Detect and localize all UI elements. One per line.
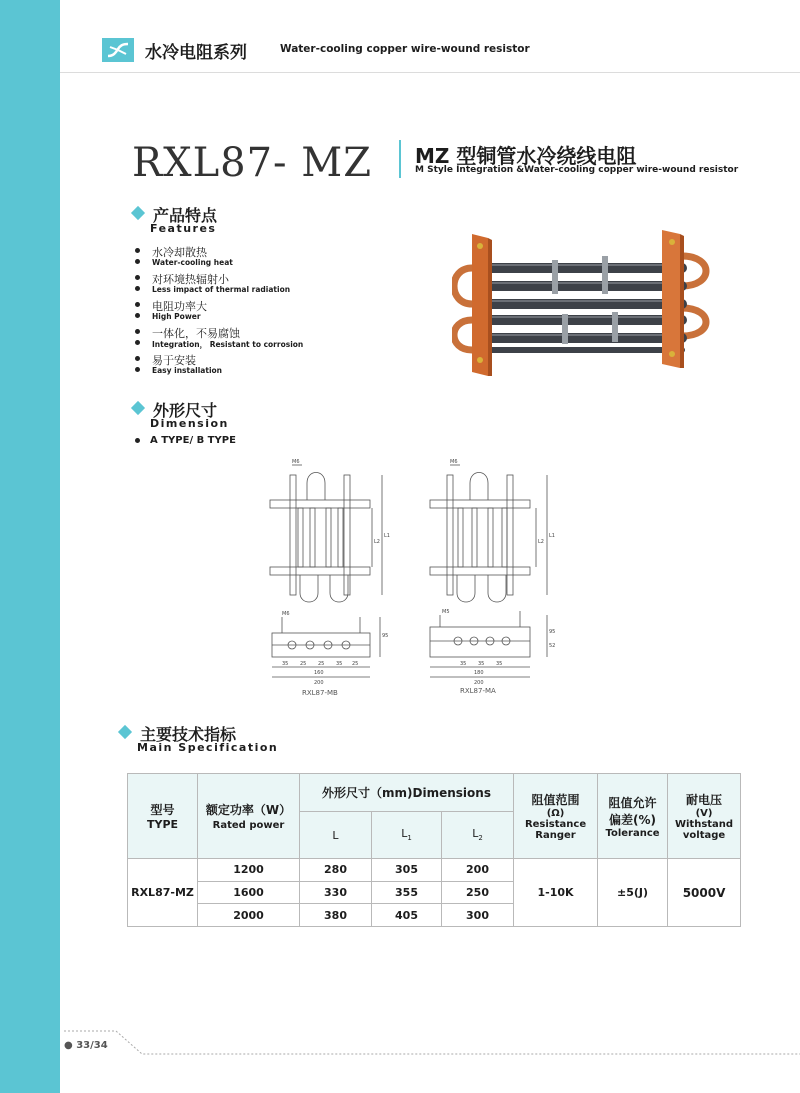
bullet-icon bbox=[135, 275, 140, 280]
cell-tolerance: ±5(J) bbox=[598, 859, 668, 927]
dim-label: M6 bbox=[282, 611, 290, 617]
dim-label: 25 bbox=[318, 661, 325, 667]
dim-label: L2 bbox=[538, 539, 544, 545]
header-type bbox=[128, 774, 198, 859]
diamond-bullet-icon bbox=[118, 725, 132, 739]
dimension-title-en: Dimension bbox=[150, 417, 229, 430]
header-L1-text: L bbox=[401, 827, 408, 841]
dim-label: M6 bbox=[292, 459, 300, 465]
diamond-bullet-icon bbox=[131, 401, 145, 415]
bullet-icon bbox=[135, 367, 140, 372]
cell-resistance: 1-10K bbox=[514, 859, 598, 927]
dim-label: 180 bbox=[474, 670, 484, 676]
type-label-text: A TYPE/ B TYPE bbox=[150, 435, 236, 446]
bullet-icon bbox=[135, 438, 140, 443]
brand-logo-icon bbox=[102, 38, 134, 62]
header-L1-sub: 1 bbox=[407, 834, 412, 843]
cell-power: 1600 bbox=[198, 881, 300, 904]
drawing-caption-ma: RXL87-MA bbox=[460, 687, 496, 695]
product-model-title: RXL87- MZ bbox=[132, 140, 373, 186]
cell-L1: 305 bbox=[372, 859, 442, 882]
header-dimensions-text: 外形尺寸（mm)Dimensions bbox=[322, 786, 491, 800]
cell-L2: 300 bbox=[442, 904, 514, 927]
header-L2-sub: 2 bbox=[478, 834, 483, 843]
feature-en: Less impact of thermal radiation bbox=[152, 285, 291, 294]
bullet-icon bbox=[135, 248, 140, 253]
header-L2 bbox=[442, 812, 514, 859]
series-title-en: Water-cooling copper wire-wound resistor bbox=[280, 43, 530, 55]
cell-L2: 200 bbox=[442, 859, 514, 882]
header-power-en: Rated power bbox=[212, 820, 285, 831]
header-L2-text: L bbox=[472, 827, 479, 841]
dim-label: 160 bbox=[314, 670, 324, 676]
dim-label: 52 bbox=[549, 643, 556, 649]
cell-L: 280 bbox=[300, 859, 372, 882]
dim-label: 35 bbox=[478, 661, 485, 667]
bullet-icon bbox=[135, 302, 140, 307]
header-voltage bbox=[668, 774, 741, 859]
header-voltage-cn: 耐电压 bbox=[686, 793, 723, 807]
feature-en: High Power bbox=[152, 312, 201, 321]
dimension-title-cn: 外形尺寸 bbox=[153, 401, 218, 420]
dim-label: 25 bbox=[352, 661, 359, 667]
feature-cn: 对环境热辐射小 bbox=[152, 273, 229, 286]
cell-L1: 355 bbox=[372, 881, 442, 904]
page-header bbox=[60, 0, 800, 73]
header-resistance-cn: 阻值范围 bbox=[531, 793, 580, 807]
dim-label: M5 bbox=[442, 609, 450, 615]
spec-table bbox=[127, 773, 741, 927]
header-resistance bbox=[514, 774, 598, 859]
cell-power: 2000 bbox=[198, 904, 300, 927]
header-power-cn: 额定功率（W） bbox=[205, 803, 292, 817]
features-title-en: Features bbox=[150, 222, 217, 235]
drawing-caption-mb: RXL87-MB bbox=[302, 689, 338, 697]
header-tolerance-cn1: 阻值允许 bbox=[608, 795, 657, 810]
cell-voltage: 5000V bbox=[668, 859, 741, 927]
bullet-icon bbox=[135, 356, 140, 361]
header-tolerance bbox=[598, 774, 668, 859]
page-number-text: 33/34 bbox=[76, 1040, 108, 1051]
header-L-text: L bbox=[332, 828, 339, 842]
dim-label: M6 bbox=[450, 459, 458, 465]
header-L1 bbox=[372, 812, 442, 859]
header-voltage-en1: Withstand bbox=[674, 819, 734, 830]
diamond-bullet-icon bbox=[131, 206, 145, 220]
header-dimensions bbox=[300, 774, 514, 812]
header-power bbox=[198, 774, 300, 859]
footer-decoration bbox=[60, 1028, 800, 1058]
bullet-icon bbox=[135, 313, 140, 318]
header-type-cn: 型号 bbox=[150, 803, 175, 817]
cell-L: 380 bbox=[300, 904, 372, 927]
dim-label: 200 bbox=[314, 680, 324, 686]
type-label bbox=[135, 435, 236, 446]
cell-model: RXL87-MZ bbox=[128, 859, 198, 927]
spec-title-en: Main Specification bbox=[137, 741, 279, 754]
product-subtitle-en: M Style Integration &Water-cooling copper wire-wound resistor bbox=[415, 165, 739, 175]
header-resistance-en2: Ranger bbox=[535, 830, 576, 841]
feature-cn: 水冷却散热 bbox=[152, 246, 207, 259]
series-title-cn: 水冷电阻系列 bbox=[145, 43, 247, 63]
feature-cn: 电阻功率大 bbox=[152, 300, 207, 313]
page-number: ● 33/34 bbox=[64, 1040, 108, 1051]
dim-label: 35 bbox=[336, 661, 343, 667]
bullet-icon bbox=[135, 259, 140, 264]
dim-label: 200 bbox=[474, 680, 484, 686]
header-type-en: TYPE bbox=[146, 818, 179, 831]
feature-cn: 易于安装 bbox=[152, 354, 196, 367]
feature-en: Integration， Resistant to corrosion bbox=[152, 340, 304, 349]
header-resistance-unit: (Ω) bbox=[546, 808, 565, 819]
cell-L1: 405 bbox=[372, 904, 442, 927]
header-voltage-unit: (V) bbox=[695, 808, 713, 819]
dim-label: 35 bbox=[460, 661, 467, 667]
spec-title-cn: 主要技术指标 bbox=[140, 725, 237, 744]
feature-en: Water-cooling heat bbox=[152, 258, 233, 267]
product-photo bbox=[452, 226, 722, 382]
header-tolerance-en: Tolerance bbox=[605, 827, 660, 839]
dim-label: 95 bbox=[549, 629, 556, 635]
header-voltage-en2: voltage bbox=[682, 830, 726, 841]
dim-label: L1 bbox=[384, 533, 390, 539]
dim-label: 35 bbox=[496, 661, 503, 667]
dim-label: 35 bbox=[282, 661, 289, 667]
dim-label: 95 bbox=[382, 633, 389, 639]
header-resistance-en1: Resistance bbox=[524, 819, 587, 830]
dim-label: 25 bbox=[300, 661, 307, 667]
feature-cn: 一体化，不易腐蚀 bbox=[152, 327, 240, 340]
features-title-cn: 产品特点 bbox=[153, 206, 218, 225]
dim-label: L2 bbox=[374, 539, 380, 545]
product-subtitle-cn: MZ 型铜管水冷绕线电阻 bbox=[415, 144, 637, 168]
cell-power: 1200 bbox=[198, 859, 300, 882]
header-tolerance-cn2: 偏差(%) bbox=[609, 812, 657, 827]
cell-L: 330 bbox=[300, 881, 372, 904]
dimension-drawings bbox=[262, 455, 562, 700]
bullet-icon bbox=[135, 329, 140, 334]
header-L bbox=[300, 812, 372, 859]
left-accent-bar bbox=[0, 0, 60, 1093]
title-divider bbox=[399, 140, 401, 178]
bullet-icon bbox=[135, 286, 140, 291]
cell-L2: 250 bbox=[442, 881, 514, 904]
bullet-icon bbox=[135, 340, 140, 345]
feature-en: Easy installation bbox=[152, 366, 223, 375]
dim-label: L1 bbox=[549, 533, 555, 539]
